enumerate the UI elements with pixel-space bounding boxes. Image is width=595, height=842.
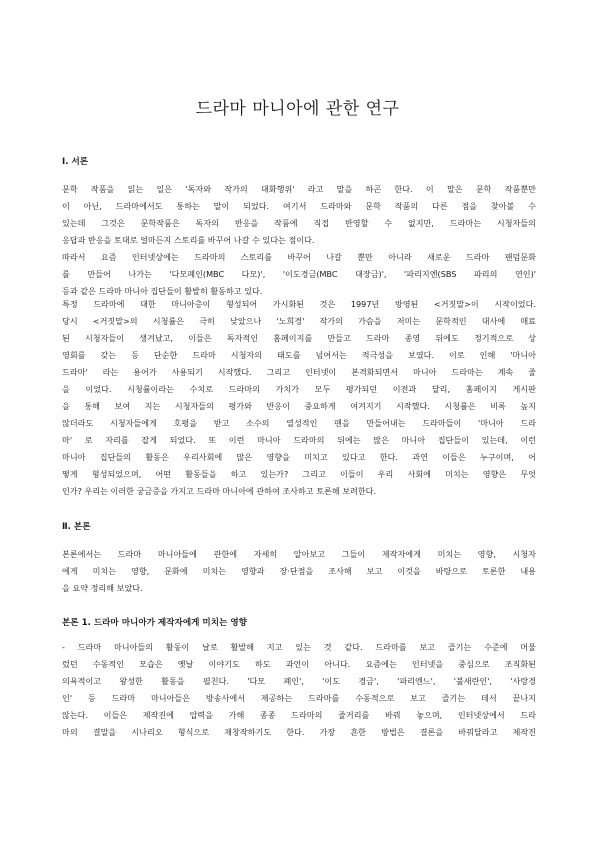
text-line: 인' 등 드라마 마니아들은 방송사에서 제공하는 드라마를 수동적으로 보고 즐기는 데서 끝나지 [62,693,536,703]
text-line: 본론에서는 드라마 마니아들에 관한에 자세히 알아보고 그들이 제작자에게 미치는 영향, 시청자 [62,549,536,559]
subsection-paragraph [62,639,536,741]
text-line: - 드라마 마니아들의 활동이 날로 활발해 지고 있는 것 같다. 드라마를 보고 즐기는 수준에 머물 [62,642,536,652]
text-line: 당시 <거짓말>의 시청률은 극히 낮았으나 '노희경' 작가의 가슴을 저미는 문학적인 대사에 매료 [62,316,536,326]
text-line: 을 이었다. 시청률이라는 수치로 드라마의 가치가 모두 평가되던 이전과 달리, 홈페이지 게시판 [62,384,536,394]
text-line: 된 시청자들이 생겨났고, 이들은 독자적인 홈페이지를 만들고 드라마 종영 뒤에도 정기적으로 상 [62,333,536,343]
text-line: 이 아닌, 드라마에서도 통하는 말이 되었다. 여기서 드라마와 문학 작품의 다른 점을 찾아볼 수 [62,201,536,211]
intro-paragraph-3 [62,296,536,500]
text-line: 영회를 갖는 등 단순한 드라마 시청자의 태도를 넘어서는 적극성을 보였다. 이로 인해 '마니아 [62,350,536,360]
body-intro-paragraph [62,546,536,597]
text-line: 있는데 그것은 문학작품은 독자의 반응을 작품에 직접 반영할 수 없지만, 드라마는 시청자들의 [62,218,536,228]
text-line: 에게 미치는 영향, 문화에 미치는 영향과 장·단점을 조사해 보고 이것을 바탕으로 토론한 내용 [62,566,536,576]
text-line: 특정 드라마에 대한 마니아층이 형성되어 가시화된 것은 1997년 방영된 <거짓말>이 시작이었다. [62,299,536,309]
text-line: 않는다. 이들은 제작진에 압력을 가해 종종 드라마의 줄거리를 바꿔 놓으며, 인터넷상에서 드라 [62,710,536,720]
intro-paragraph-1 [62,181,536,249]
text-line: 떻게 형성되었으며, 어떤 활동들을 하고 있는가? 그리고 이들이 우리 사회에 미치는 영향은 무엇 [62,469,536,479]
text-line: 를 만들어 나가는 '다모폐인(MBC 다모)', '이도경금(MBC 대장금)', '파리지엔(SBS 파리의 연인)' [62,269,536,279]
intro-paragraph-2 [62,249,536,300]
text-line: 문학 작품을 읽는 일은 '독자와 작가의 대화행위' 라고 말을 하곤 한다. 이 말은 문학 작품뿐만 [62,184,536,194]
text-line: 렀던 수동적인 모습은 옛날 이야기도 하도 과언이 아니다. 요즘에는 인터넷을 중심으로 조직화된 [62,659,536,669]
text-line: 않더라도 시청자들에게 호평을 받고 소수의 열성적인 팬을 만들어내는 드라마들이 '마니아 드라 [62,418,536,428]
section-heading-body: Ⅱ. 본론 [62,522,91,532]
text-line: 의욕적이고 왕성한 활동을 펼친다. '다모 폐인', '이도 경금', '파리엔느', '불새란인', '사랑경 [62,676,536,686]
text-line: 을 요약 정리해 보았다. [62,583,143,593]
document-title: 드라마 마니아에 관한 연구 [195,99,400,119]
text-line: 드라마' 라는 용어가 사용되기 시작했다. 그리고 인터넷이 본격화되면서 마니아 드라마는 계속 줄 [62,367,536,377]
text-line: 마' 로 자리를 잡게 되었다. 또 이런 마니아 드라마의 뒤에는 많은 마니아 집단들이 있는데, 이런 [62,435,536,445]
text-line: 따라서 요즘 인터넷상에는 드라마의 스토리를 바꾸어 나갈 뿐만 아니라 새로운 드라마 팬덤문화 [62,252,536,262]
text-line: 응답과 반응을 토대로 얼마든지 스토리를 바꾸어 나갈 수 있다는 점이다. [62,235,315,245]
text-line: 을 통해 보여 지는 시청자들의 평가와 반응이 중요하게 여겨지기 시작했다. 시청률은 비록 높지 [62,401,536,411]
text-line: 마의 결말을 시나리오 형식으로 재창작하기도 한다. 가장 흔한 방법은 결론을 바꿔달라고 제작진 [62,727,536,737]
text-line: 등과 같은 드라마 마니아 집단들이 활발히 활동하고 있다. [62,286,263,296]
text-line: 마니아 집단들의 활동은 우리사회에 많은 영향을 미치고 있다고 한다. 과연 이들은 누구이며, 어 [62,452,536,462]
section-heading-introduction: Ⅰ. 서론 [62,157,89,167]
subsection-heading-producers: 본론 1. 드라마 마니아가 제작자에게 미치는 영향 [62,618,247,628]
text-line: 인가? 우리는 이러한 궁금증을 가지고 드라마 마니아에 관하여 조사하고 토론해 보려한다. [62,486,377,496]
